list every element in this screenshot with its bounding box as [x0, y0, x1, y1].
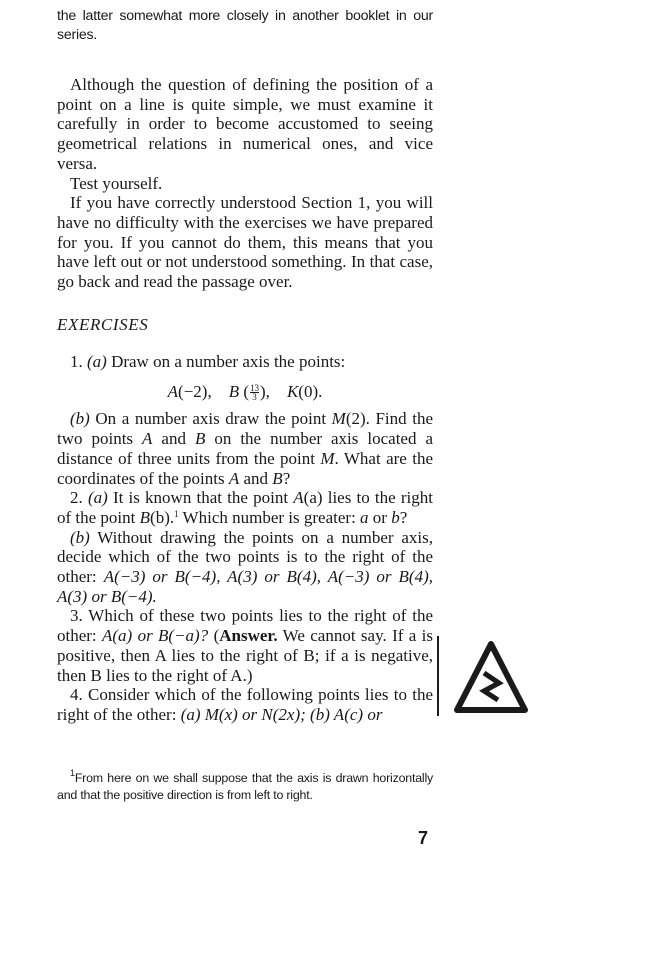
footnote-body: From here on we shall suppose that the axis is drawn horizontally and that the positive direction is from left to right.	[57, 771, 433, 802]
text: (a)	[303, 488, 323, 508]
part-label: (b)	[70, 409, 90, 429]
paragraph-2: Test yourself.	[70, 173, 163, 193]
point-K-value: (0).	[298, 381, 323, 401]
text: Which number is greater:	[178, 507, 361, 527]
exercise-number: 2.	[70, 488, 88, 508]
var: A	[293, 488, 304, 508]
point-pairs: A(−3) or B(−4), A(3) or B(4), A(−3) or B(4), A(3) or B(−4).	[57, 567, 434, 606]
text: or	[368, 507, 392, 527]
footnote-reference[interactable]: 1	[174, 508, 179, 519]
exercise-2a	[57, 488, 433, 527]
exercise-1a	[57, 352, 433, 372]
var: M	[331, 409, 346, 429]
text: and	[239, 468, 273, 488]
var: B	[139, 507, 151, 527]
var: B	[272, 468, 283, 488]
part-label: (a)	[87, 488, 108, 508]
footnote	[57, 770, 433, 804]
point-pair: A(a) or B(−a)?	[102, 626, 209, 646]
exercise-2b	[57, 528, 433, 607]
text: On a number axis draw the point	[89, 409, 332, 429]
intro-paragraphs	[57, 75, 433, 292]
exercises-body	[57, 352, 433, 725]
text: on the number axis located a distance of three units from the point	[57, 429, 434, 468]
paren-open: (	[239, 381, 250, 401]
text: ?	[399, 507, 408, 527]
part-label: (a)	[87, 352, 107, 371]
var: b	[391, 507, 400, 527]
continued-line-2: series.	[57, 27, 98, 43]
point-A-value: (−2),	[178, 381, 212, 401]
fraction	[250, 384, 259, 401]
answer-text: We cannot say. If a is positive, then A lies to the right of B; if a is negative, then B lies to the right of A.)	[57, 626, 433, 685]
part-b: (b) A(c) or	[305, 704, 383, 724]
text: (2). Find the two points	[57, 409, 433, 449]
winding-road-warning-sign-icon	[453, 640, 529, 716]
point-A-label: A	[167, 381, 179, 401]
exercise-1b	[57, 409, 433, 488]
part-label: (b)	[70, 527, 90, 547]
var: A	[142, 429, 153, 449]
text: lies to the right of the point	[57, 488, 433, 527]
fraction-denominator: 3	[252, 392, 257, 403]
point-K-label: K	[286, 381, 299, 401]
exercise-number: 1.	[70, 352, 87, 371]
exercise-text: Draw on a number axis the points:	[106, 352, 346, 371]
text: (b).	[150, 507, 175, 527]
margin-rule	[437, 636, 439, 716]
text: and	[152, 429, 195, 449]
point-B-label: B	[228, 381, 240, 401]
text: 4. Consider which of the following points lies to the right of the other:	[57, 685, 433, 724]
text: 3. Which of these two points lies to the right of the other:	[57, 606, 433, 646]
page-number: 7	[418, 828, 429, 848]
paren-close: ),	[260, 381, 270, 401]
answer-label: Answer.	[219, 626, 278, 646]
text: Without drawing the points on a number axis, decide which of the two points is to the right of the other:	[57, 527, 433, 587]
exercises-heading: EXERCISES	[57, 315, 149, 334]
var: B	[194, 429, 206, 449]
var: a	[360, 507, 369, 527]
fraction-numerator: 13	[250, 383, 260, 394]
text: ?	[282, 468, 291, 488]
footnote-text	[57, 770, 433, 804]
points-formula	[57, 382, 433, 402]
part-a: (a) M(x) or N(2x);	[180, 704, 306, 724]
exercise-3: 3. Which of these two points lies to the right of the other: A(a) or B(−a)? (Answer. We cannot say. If a is positive, then A lies to the right of B; if a is negative, then B lies to the right of A.)	[57, 606, 433, 685]
paragraph-1: Although the question of defining the position of a point on a line is quite simple, we must examine it carefully in order to become accustomed to seeing geometrical relations in numerical ones, and vice versa.	[57, 75, 433, 173]
continued-text	[57, 7, 433, 45]
text: . What are the coordinates of the points	[57, 448, 433, 488]
continued-line-1: the latter somewhat more closely in another booklet in our	[57, 8, 433, 24]
paragraph-3: If you have correctly understood Section 1, you will have no difficulty with the exercises we have prepared for you. If you cannot do them, this means that you have left out or not understood something. In that case, go back and read the passage over.	[57, 193, 433, 292]
var: M	[320, 448, 335, 468]
footnote-mark: 1	[70, 768, 75, 778]
var: A	[228, 468, 240, 488]
text: It is known that the point	[107, 488, 294, 508]
exercise-4	[57, 685, 433, 724]
